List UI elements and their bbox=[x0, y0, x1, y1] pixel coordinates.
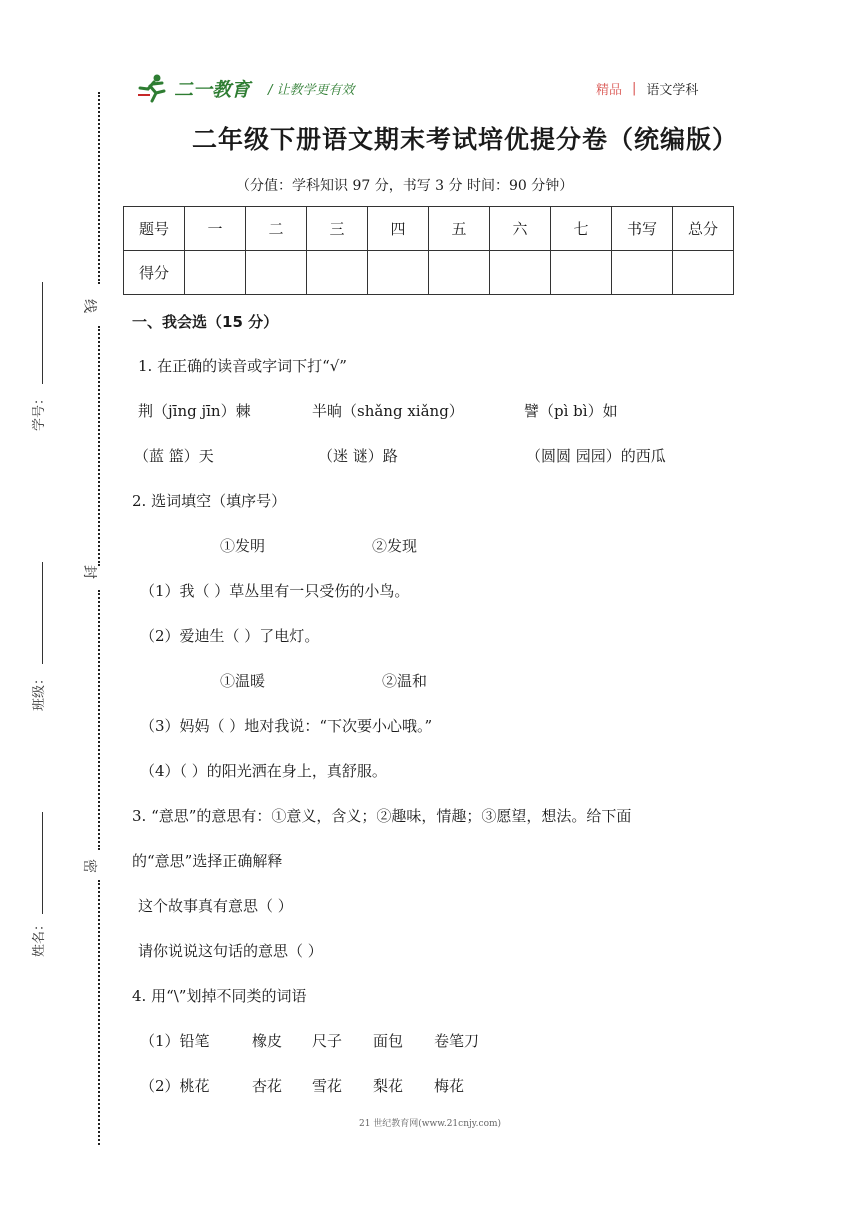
question-1-stem: 1. 在正确的读音或字词下打“√” bbox=[138, 357, 347, 375]
class-write-line[interactable] bbox=[42, 562, 43, 664]
table-cell: 七 bbox=[551, 207, 612, 251]
seal-char-mi: 密 bbox=[81, 859, 97, 873]
q4-word[interactable]: 橡皮 bbox=[252, 1032, 283, 1050]
q2-word-option: ①发明 bbox=[220, 537, 266, 555]
seal-char-line: 线 bbox=[81, 299, 97, 313]
score-cell[interactable] bbox=[612, 251, 673, 295]
name-label: 姓名： bbox=[32, 917, 48, 958]
table-cell: 一 bbox=[185, 207, 246, 251]
q4-word[interactable]: 卷笔刀 bbox=[434, 1032, 480, 1050]
table-cell: 四 bbox=[368, 207, 429, 251]
q4-word[interactable]: 杏花 bbox=[252, 1077, 283, 1095]
score-cell[interactable] bbox=[368, 251, 429, 295]
page-title-text: 二年级下册语文期末考试培优提分卷（统编版） bbox=[191, 125, 738, 154]
q4-word[interactable]: 梅花 bbox=[434, 1077, 465, 1095]
table-cell: 题号 bbox=[124, 207, 185, 251]
binding-dotted-line bbox=[98, 590, 100, 850]
header-separator: | bbox=[632, 81, 637, 96]
score-cell[interactable] bbox=[673, 251, 734, 295]
score-table-header-row bbox=[124, 207, 734, 251]
score-cell[interactable] bbox=[246, 251, 307, 295]
q2-sentence[interactable]: （2）爱迪生（ ）了电灯。 bbox=[140, 627, 320, 645]
q1-option[interactable]: （迷 谜）路 bbox=[318, 447, 398, 465]
score-cell[interactable] bbox=[307, 251, 368, 295]
table-cell: 三 bbox=[307, 207, 368, 251]
quality-tag: 精品 bbox=[596, 83, 623, 98]
q3-sentence[interactable]: 请你说说这句话的意思（ ） bbox=[138, 942, 323, 960]
section-heading: 一、我会选（15 分） bbox=[132, 313, 279, 331]
q1-option[interactable]: 譬（pì bì）如 bbox=[524, 402, 618, 420]
question-3-stem: 3. “意思”的意思有：①意义，含义；②趣味，情趣；③愿望，想法。给下面 bbox=[132, 807, 632, 825]
q1-option[interactable]: （圆圆 园园）的西瓜 bbox=[526, 447, 666, 465]
q4-word[interactable]: 雪花 bbox=[312, 1077, 343, 1095]
q2-sentence[interactable]: （1）我（ ）草丛里有一只受伤的小鸟。 bbox=[140, 582, 410, 600]
q3-sentence[interactable]: 这个故事真有意思（ ） bbox=[138, 897, 293, 915]
seal-char-feng: 封 bbox=[81, 565, 97, 579]
page-title bbox=[0, 120, 860, 156]
score-cell[interactable] bbox=[490, 251, 551, 295]
table-cell: 五 bbox=[429, 207, 490, 251]
question-3-stem-cont: 的“意思”选择正确解释 bbox=[132, 852, 283, 870]
table-cell: 书写 bbox=[612, 207, 673, 251]
q2-sentence[interactable]: （4）（ ）的阳光洒在身上，真舒服。 bbox=[140, 762, 387, 780]
brand-slogan: / 让教学更有效 bbox=[268, 82, 355, 98]
table-cell: 六 bbox=[490, 207, 551, 251]
q1-option[interactable]: （蓝 篮）天 bbox=[134, 447, 214, 465]
binding-dotted-line bbox=[98, 326, 100, 566]
brand-name: 二一教育 bbox=[174, 78, 251, 101]
table-cell: 总分 bbox=[673, 207, 734, 251]
q2-sentence[interactable]: （3）妈妈（ ）地对我说：“下次要小心哦。” bbox=[140, 717, 433, 735]
q4-word[interactable]: （1）铅笔 bbox=[140, 1032, 210, 1050]
q4-word[interactable]: 面包 bbox=[373, 1032, 404, 1050]
q2-word-option: ②发现 bbox=[372, 537, 418, 555]
running-man-icon bbox=[136, 73, 170, 103]
q4-word[interactable]: 梨花 bbox=[373, 1077, 404, 1095]
q2-word-option: ①温暖 bbox=[220, 672, 266, 690]
subject-tag: 语文学科 bbox=[646, 83, 699, 98]
id-write-line[interactable] bbox=[42, 282, 43, 384]
score-table bbox=[123, 206, 734, 295]
binding-dotted-line bbox=[98, 880, 100, 1145]
name-write-line[interactable] bbox=[42, 812, 43, 914]
header-tags bbox=[596, 79, 698, 98]
class-label: 班级： bbox=[32, 671, 48, 712]
q2-word-option: ②温和 bbox=[382, 672, 428, 690]
q1-option[interactable]: 荆（jīng jīn）棘 bbox=[138, 402, 251, 420]
q1-option[interactable]: 半晌（shǎng xiǎng） bbox=[312, 402, 464, 420]
question-4-stem: 4. 用“\”划掉不同类的词语 bbox=[132, 987, 307, 1005]
score-cell[interactable] bbox=[185, 251, 246, 295]
footer: 21 世纪教育网(www.21cnjy.com) bbox=[358, 1119, 502, 1129]
logo bbox=[136, 72, 355, 104]
table-cell: 得分 bbox=[124, 251, 185, 295]
q4-word[interactable]: 尺子 bbox=[312, 1032, 343, 1050]
exam-info: （分值：学科知识 97 分，书写 3 分 时间：90 分钟） bbox=[236, 178, 574, 194]
score-cell[interactable] bbox=[429, 251, 490, 295]
q4-word[interactable]: （2）桃花 bbox=[140, 1077, 210, 1095]
student-id-label: 学号： bbox=[32, 391, 48, 432]
table-cell: 二 bbox=[246, 207, 307, 251]
score-cell[interactable] bbox=[551, 251, 612, 295]
question-2-stem: 2. 选词填空（填序号） bbox=[132, 492, 287, 510]
score-table-score-row bbox=[124, 251, 734, 295]
binding-dotted-line bbox=[98, 92, 100, 284]
